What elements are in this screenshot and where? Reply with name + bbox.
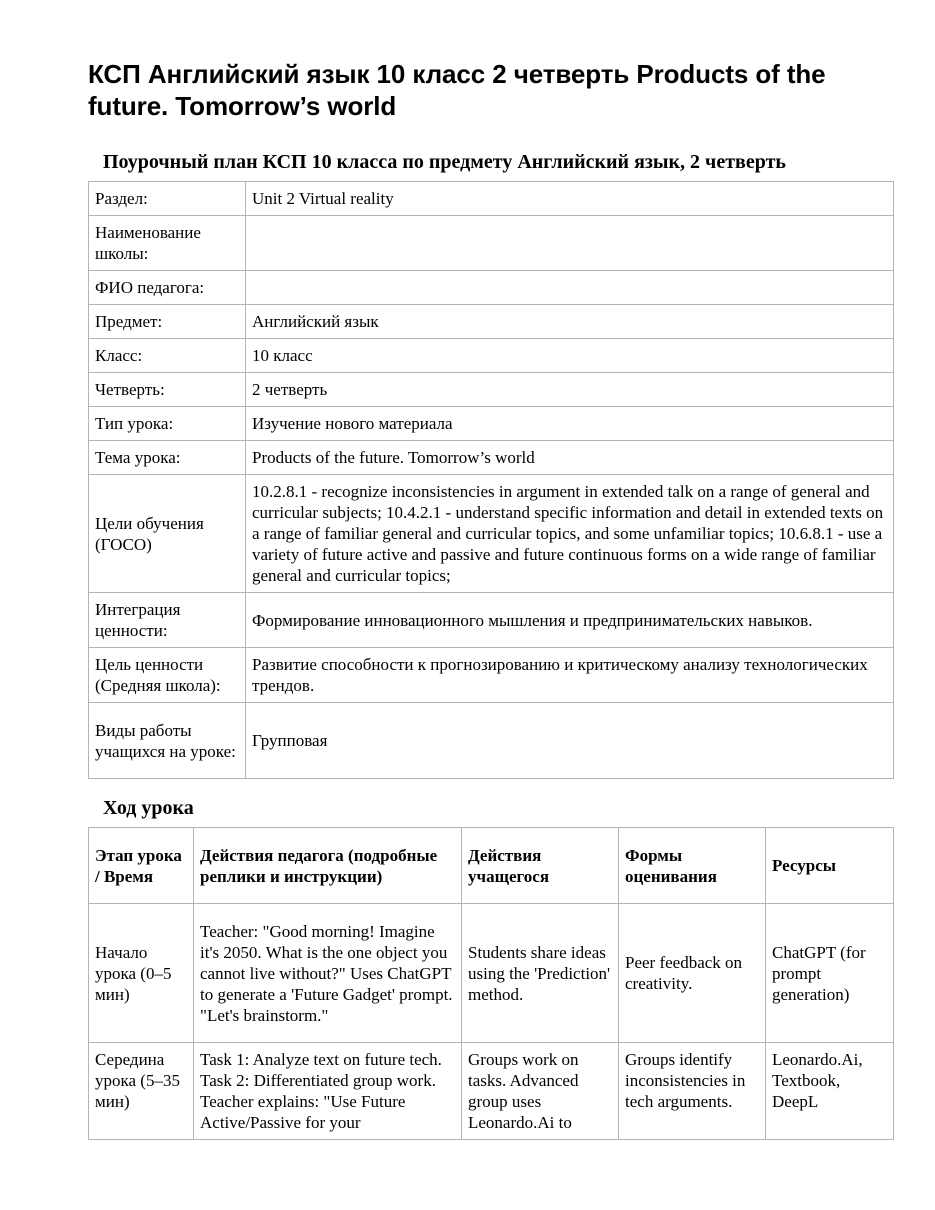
info-value: Английский язык [246, 305, 894, 339]
document-page [88, 58, 893, 1140]
info-value: Unit 2 Virtual reality [246, 182, 894, 216]
stage-cell: Начало урока (0–5 мин) [89, 904, 194, 1043]
info-label: Цель ценности (Средняя школа): [89, 648, 246, 703]
course-row-middle [89, 1043, 894, 1140]
course-row-start [89, 904, 894, 1043]
info-label: Цели обучения (ГОСО) [89, 475, 246, 593]
resources-cell: ChatGPT (for prompt generation) [766, 904, 894, 1043]
student-cell: Groups work on tasks. Advanced group uses Leonardo.Ai to [462, 1043, 619, 1140]
info-value: Групповая [246, 703, 894, 779]
info-label: Четверть: [89, 373, 246, 407]
course-heading: Ход урока [103, 797, 194, 819]
stage-cell: Середина урока (5–35 мин) [89, 1043, 194, 1140]
info-label: Класс: [89, 339, 246, 373]
assessment-cell: Groups identify inconsistencies in tech arguments. [619, 1043, 766, 1140]
lesson-info-table [88, 181, 894, 779]
info-row-subject [89, 305, 894, 339]
info-label: Виды работы учащихся на уроке: [89, 703, 246, 779]
info-row-grade [89, 339, 894, 373]
info-row-section [89, 182, 894, 216]
info-row-quarter [89, 373, 894, 407]
teacher-cell: Task 1: Analyze text on future tech. Task 2: Differentiated group work. Teacher explains: "Use Future Active/Passive for your [194, 1043, 462, 1140]
resources-cell: Leonardo.Ai, Textbook, DeepL [766, 1043, 894, 1140]
header-stage: Этап урока / Время [89, 828, 194, 904]
info-row-lesson-type [89, 407, 894, 441]
header-teacher-actions: Действия педагога (подробные реплики и инструкции) [194, 828, 462, 904]
info-value: Развитие способности к прогнозированию и критическому анализу технологических трендов. [246, 648, 894, 703]
info-value [246, 271, 894, 305]
assessment-cell: Peer feedback on creativity. [619, 904, 766, 1043]
info-row-school [89, 216, 894, 271]
info-label: Наименование школы: [89, 216, 246, 271]
header-student-actions: Действия учащегося [462, 828, 619, 904]
info-row-work-types [89, 703, 894, 779]
info-label: Тема урока: [89, 441, 246, 475]
info-row-learning-objectives [89, 475, 894, 593]
info-label: Предмет: [89, 305, 246, 339]
student-cell: Students share ideas using the 'Prediction' method. [462, 904, 619, 1043]
header-assessment: Формы оценивания [619, 828, 766, 904]
info-label: ФИО педагога: [89, 271, 246, 305]
info-row-value-goal [89, 648, 894, 703]
document-title: КСП Английский язык 10 класс 2 четверть Products of the future. Tomorrow’s world [88, 59, 826, 121]
plan-heading: Поурочный план КСП 10 класса по предмету Английский язык, 2 четверть [103, 151, 786, 173]
info-value: 2 четверть [246, 373, 894, 407]
info-row-lesson-topic [89, 441, 894, 475]
info-value: Изучение нового материала [246, 407, 894, 441]
info-label: Интеграция ценности: [89, 593, 246, 648]
info-row-teacher-name [89, 271, 894, 305]
info-label: Тип урока: [89, 407, 246, 441]
teacher-cell: Teacher: "Good morning! Imagine it's 2050. What is the one object you cannot live without?" Uses ChatGPT to generate a 'Future Gadget' prompt. "Let's brainstorm." [194, 904, 462, 1043]
info-value: Products of the future. Tomorrow’s world [246, 441, 894, 475]
header-resources: Ресурсы [766, 828, 894, 904]
info-label: Раздел: [89, 182, 246, 216]
info-value: Формирование инновационного мышления и предпринимательских навыков. [246, 593, 894, 648]
info-row-value-integration [89, 593, 894, 648]
info-value: 10.2.8.1 - recognize inconsistencies in argument in extended talk on a range of general and curricular subjects; 10.4.2.1 - understand specific information and detail in extended texts on a range of familiar general and curricular topics, and some unfamiliar topics; 10.6.8.1 - use a variety of future active and passive and future continuous forms on a wide range of familiar general and curricular topics; [246, 475, 894, 593]
course-header-row [89, 828, 894, 904]
info-value [246, 216, 894, 271]
lesson-course-table [88, 827, 894, 1140]
info-value: 10 класс [246, 339, 894, 373]
